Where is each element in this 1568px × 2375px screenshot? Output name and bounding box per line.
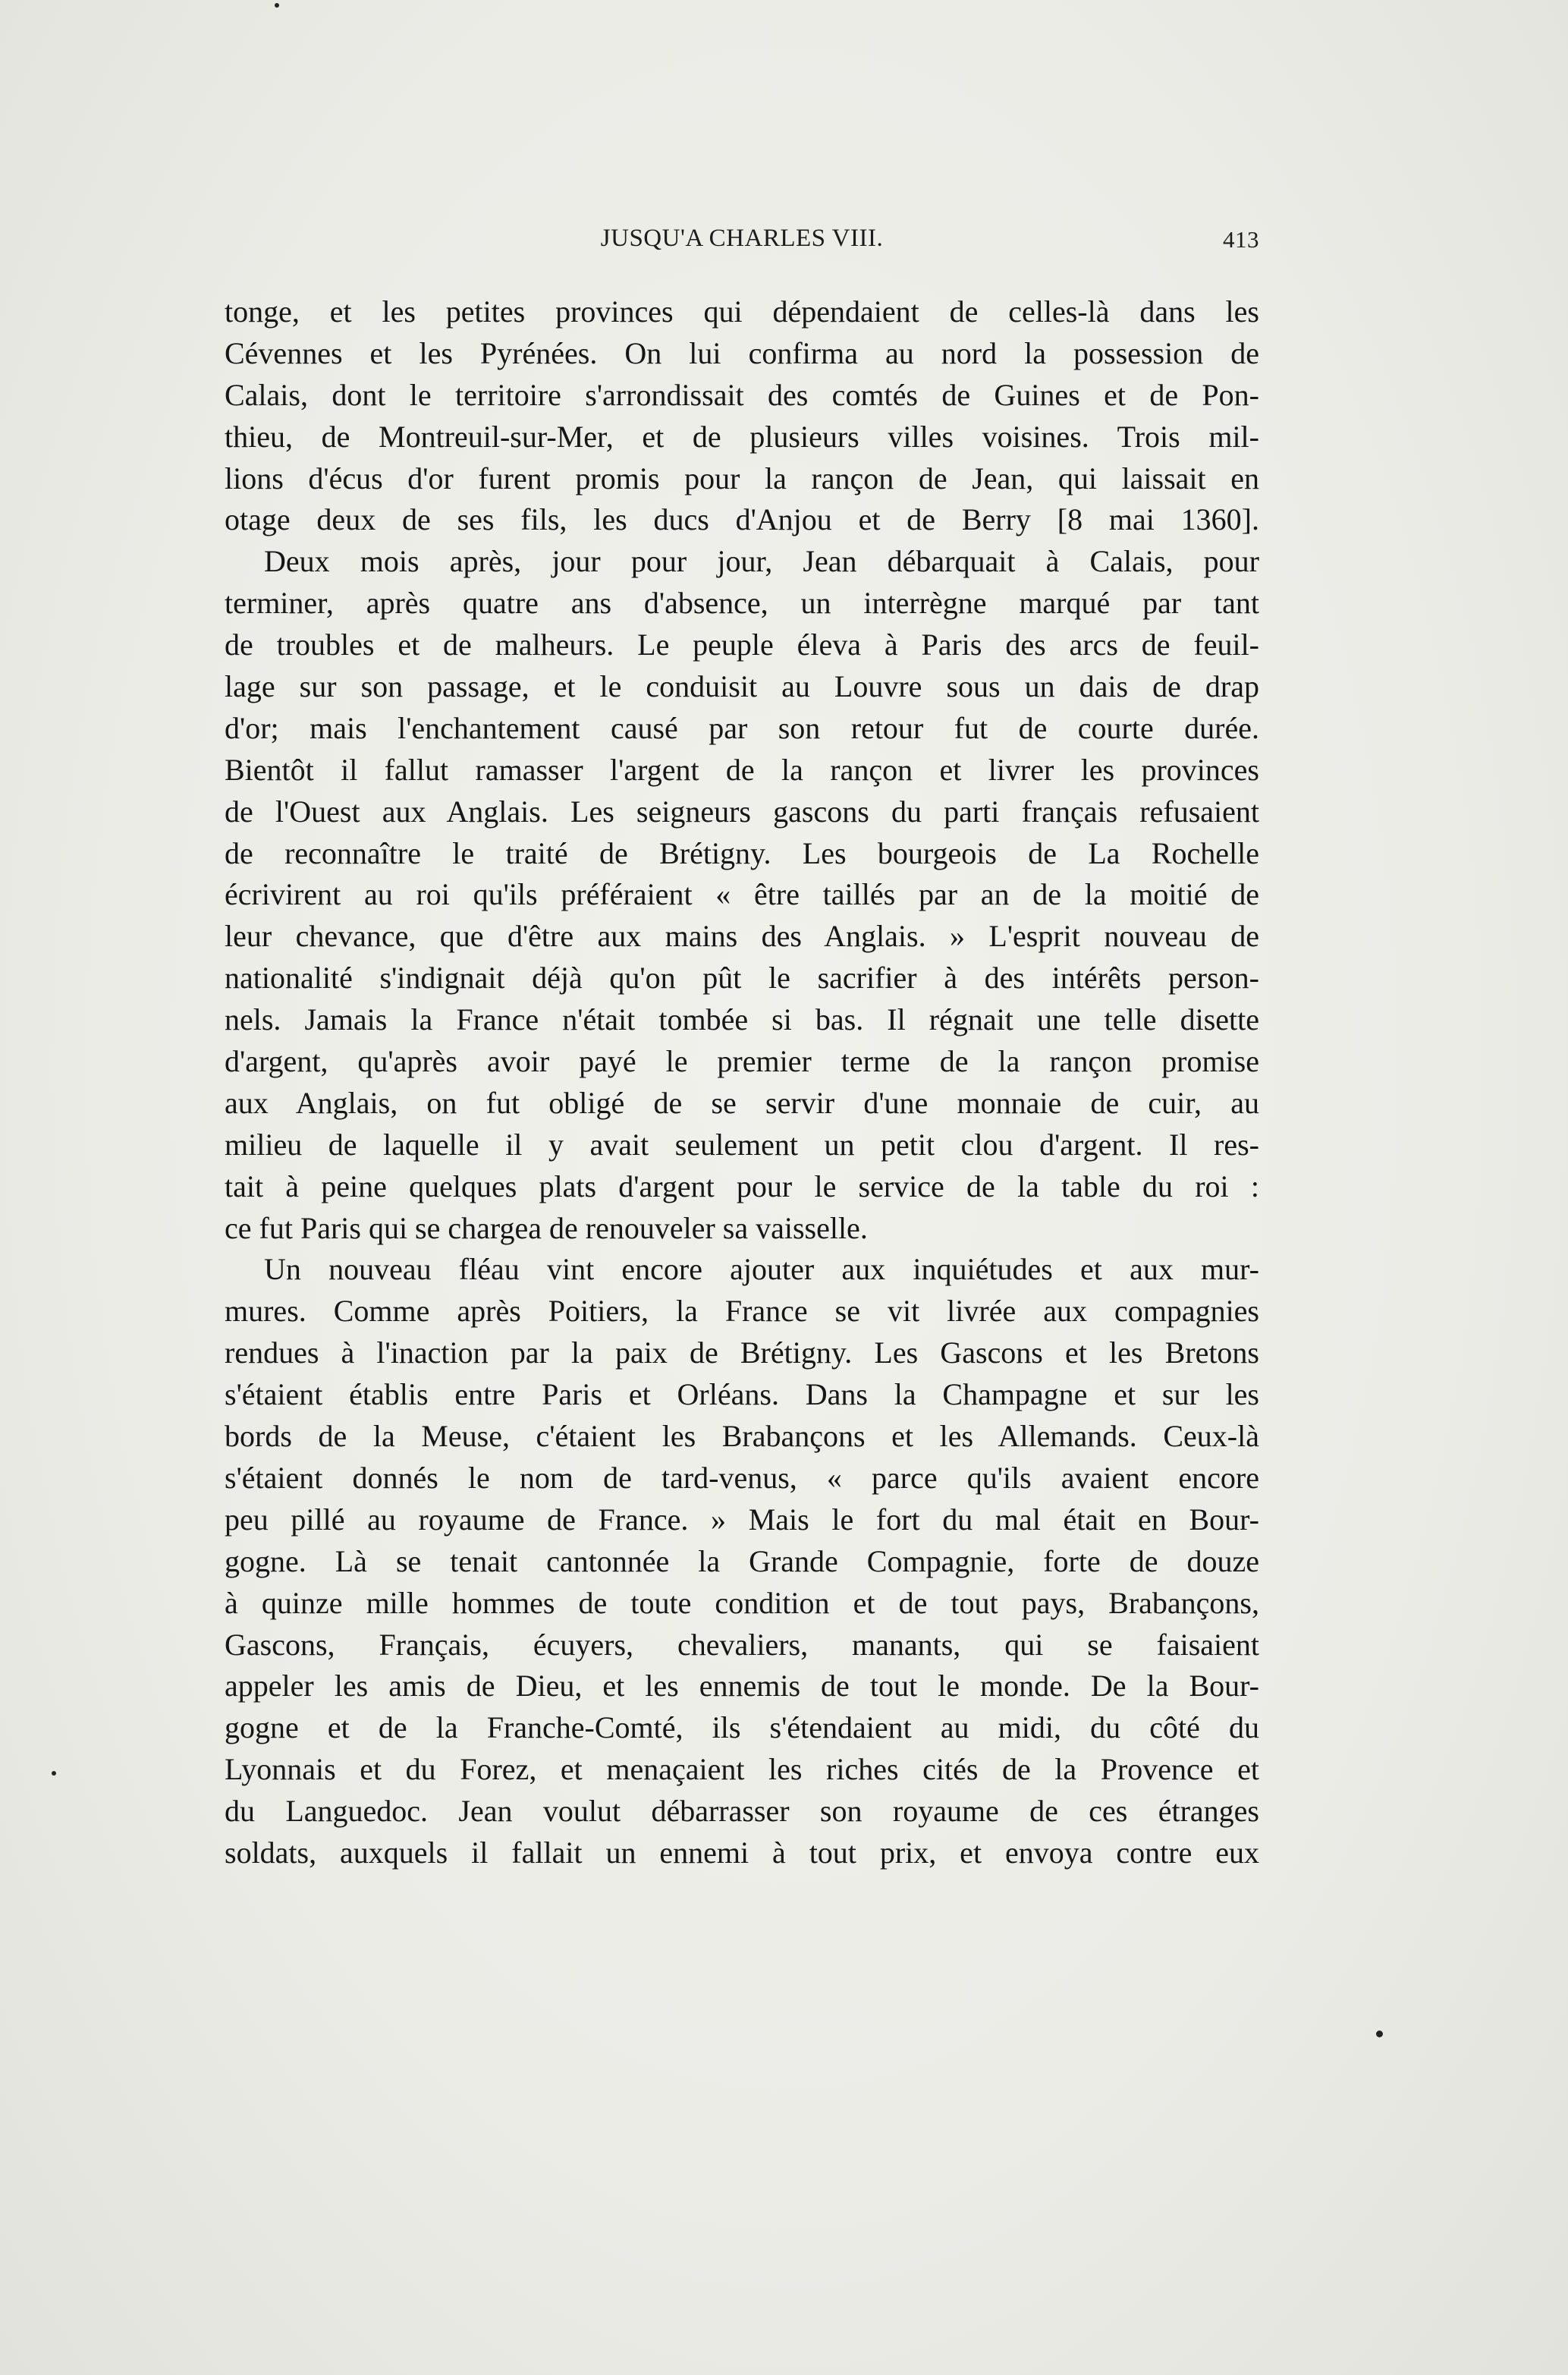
text-line: à quinze mille hommes de toute condition et de tout pays, Brabançons,: [225, 1585, 1259, 1620]
body-text: [225, 291, 1259, 1874]
text-line: ce fut Paris qui se chargea de renouveler sa vaisselle.: [225, 1210, 868, 1245]
text-line: nels. Jamais la France n'était tombée si bas. Il régnait une telle disette: [225, 1002, 1259, 1037]
text-line: Un nouveau fléau vint encore ajouter aux inquiétudes et aux mur-: [264, 1252, 1259, 1287]
text-line: nationalité s'indignait déjà qu'on pût le sacrifier à des intérêts person-: [225, 961, 1259, 996]
text-line: terminer, après quatre ans d'absence, un interrègne marqué par tant: [225, 586, 1259, 621]
text-line: leur chevance, que d'être aux mains des Anglais. » L'esprit nouveau de: [225, 919, 1259, 954]
text-line: gogne et de la Franche-Comté, ils s'étendaient au midi, du côté du: [225, 1710, 1259, 1745]
ink-speck: [52, 1771, 56, 1776]
text-line: aux Anglais, on fut obligé de se servir d'une monnaie de cuir, au: [225, 1085, 1259, 1120]
text-line: tonge, et les petites provinces qui dépendaient de celles-là dans les: [225, 294, 1259, 329]
text-line: lions d'écus d'or furent promis pour la rançon de Jean, qui laissait en: [225, 461, 1259, 495]
text-line: tait à peine quelques plats d'argent pour le service de la table du roi :: [225, 1169, 1259, 1203]
text-line: bords de la Meuse, c'étaient les Brabançons et les Allemands. Ceux-là: [225, 1419, 1259, 1454]
text-line: s'étaient établis entre Paris et Orléans. Dans la Champagne et sur les: [225, 1377, 1259, 1412]
running-header: [225, 225, 1259, 258]
text-line: s'étaient donnés le nom de tard-venus, « parce qu'ils avaient encore: [225, 1460, 1259, 1495]
text-line: rendues à l'inaction par la paix de Brétigny. Les Gascons et les Bretons: [225, 1335, 1259, 1370]
text-line: Calais, dont le territoire s'arrondissait des comtés de Guines et de Pon-: [225, 377, 1259, 412]
text-line: milieu de laquelle il y avait seulement un petit clou d'argent. Il res-: [225, 1127, 1259, 1162]
text-line: écrivirent au roi qu'ils préféraient « être taillés par an de la moitié de: [225, 877, 1259, 912]
text-line: appeler les amis de Dieu, et les ennemis de tout le monde. De la Bour-: [225, 1669, 1259, 1703]
text-line: Bientôt il fallut ramasser l'argent de la rançon et livrer les provinces: [225, 752, 1259, 787]
text-line: de l'Ouest aux Anglais. Les seigneurs gascons du parti français refusaient: [225, 794, 1259, 829]
text-line: de reconnaître le traité de Brétigny. Les bourgeois de La Rochelle: [225, 835, 1259, 870]
ink-speck: [275, 3, 279, 8]
text-line: lage sur son passage, et le conduisit au Louvre sous un dais de drap: [225, 669, 1259, 704]
text-line: d'argent, qu'après avoir payé le premier terme de la rançon promise: [225, 1044, 1259, 1079]
text-line: Cévennes et les Pyrénées. On lui confirma au nord la possession de: [225, 335, 1259, 370]
ink-speck: [1376, 2031, 1383, 2037]
page-number: 413: [1223, 226, 1259, 253]
text-line: mures. Comme après Poitiers, la France se vit livrée aux compagnies: [225, 1294, 1259, 1329]
running-title: JUSQU'A CHARLES VIII.: [600, 225, 884, 252]
text-line: Gascons, Français, écuyers, chevaliers, manants, qui se faisaient: [225, 1627, 1259, 1662]
text-line: soldats, auxquels il fallait un ennemi à tout prix, et envoya contre eux: [225, 1835, 1259, 1870]
text-line: peu pillé au royaume de France. » Mais le fort du mal était en Bour-: [225, 1502, 1259, 1537]
text-line: thieu, de Montreuil-sur-Mer, et de plusieurs villes voisines. Trois mil-: [225, 419, 1259, 454]
text-line: du Languedoc. Jean voulut débarrasser son royaume de ces étranges: [225, 1794, 1259, 1829]
text-line: Deux mois après, jour pour jour, Jean débarquait à Calais, pour: [264, 544, 1259, 579]
text-line: Lyonnais et du Forez, et menaçaient les riches cités de la Provence et: [225, 1752, 1259, 1787]
text-line: d'or; mais l'enchantement causé par son retour fut de courte durée.: [225, 710, 1259, 745]
text-line: gogne. Là se tenait cantonnée la Grande Compagnie, forte de douze: [225, 1543, 1259, 1578]
text-line: de troubles et de malheurs. Le peuple éleva à Paris des arcs de feuil-: [225, 628, 1259, 662]
text-line: otage deux de ses fils, les ducs d'Anjou et de Berry [8 mai 1360].: [225, 502, 1259, 537]
